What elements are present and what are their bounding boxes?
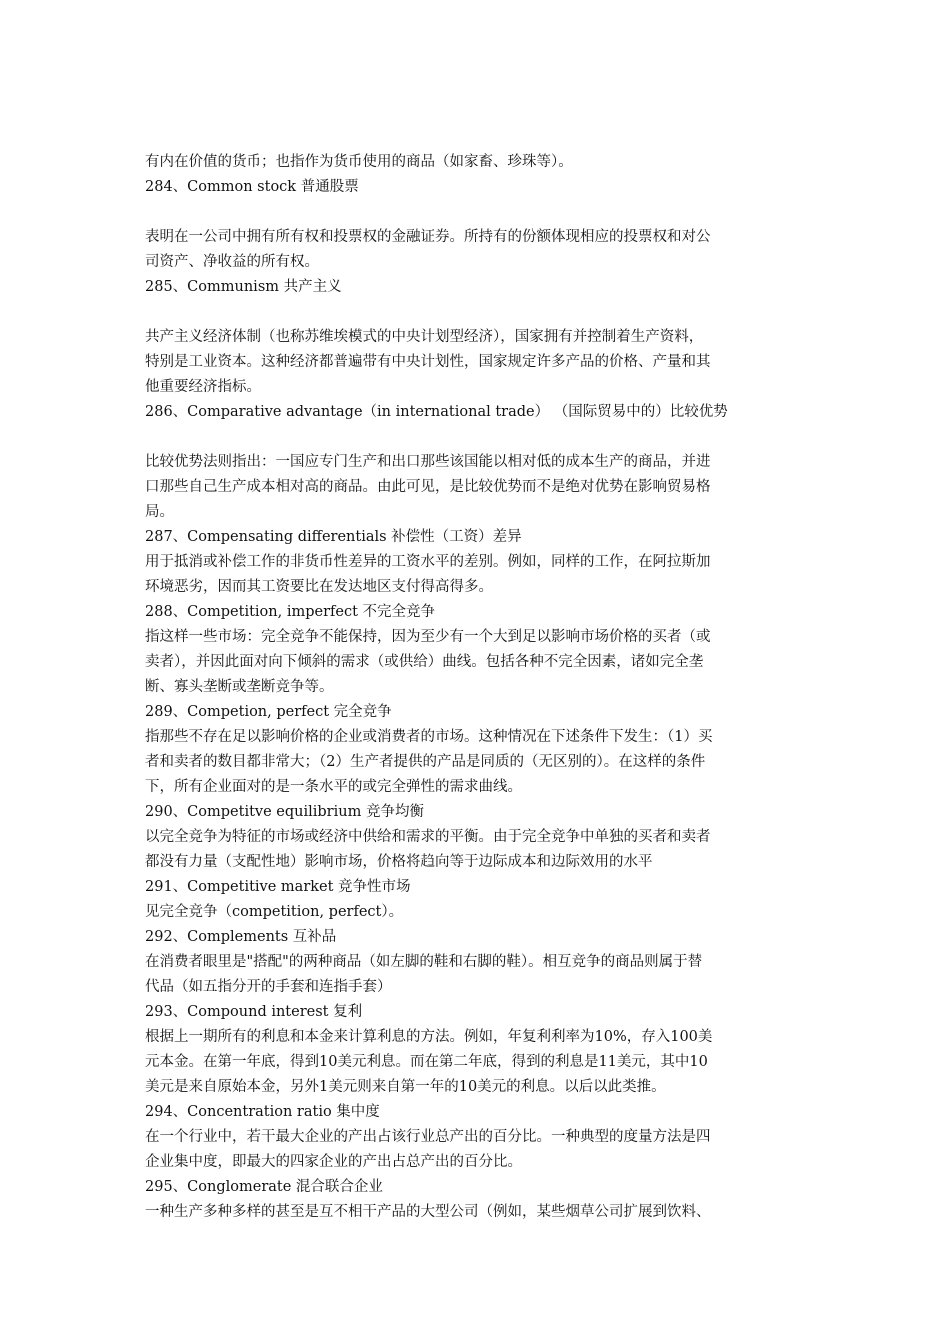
entry-heading-295: 295、Conglomerate 混合联合企业 [145, 1179, 383, 1195]
entry-heading-294: 294、Concentration ratio 集中度 [145, 1104, 380, 1120]
text-line: 有内在价值的货币；也指作为货币使用的商品（如家畜、珍珠等）。 [145, 154, 573, 170]
entry-heading-285: 285、Communism 共产主义 [145, 279, 342, 295]
text-line: 司资产、净收益的所有权。 [145, 254, 319, 270]
entry-heading-288: 288、Competition, imperfect 不完全竞争 [145, 604, 436, 620]
text-line: 局。 [145, 504, 174, 520]
text-line: 见完全竞争（competition, perfect）。 [145, 904, 404, 920]
text-line: 美元是来自原始本金，另外1美元则来自第一年的10美元的利息。以后以此类推。 [145, 1079, 666, 1095]
blank-line [145, 300, 810, 325]
text-line: 共产主义经济体制（也称苏维埃模式的中央计划型经济），国家拥有并控制着生产资料， [145, 329, 704, 345]
text-line: 表明在一公司中拥有所有权和投票权的金融证券。所持有的份额体现相应的投票权和对公 [145, 229, 711, 245]
entry-heading-291: 291、Competitive market 竞争性市场 [145, 879, 411, 895]
text-line: 在消费者眼里是"搭配"的两种商品（如左脚的鞋和右脚的鞋）。相互竞争的商品则属于替 [145, 954, 703, 970]
text-line: 元本金。在第一年底，得到10美元利息。而在第二年底，得到的利息是11美元，其中10 [145, 1054, 708, 1070]
text-line: 指那些不存在足以影响价格的企业或消费者的市场。这种情况在下述条件下发生：（1）买 [145, 729, 713, 745]
entry-heading-289: 289、Competion, perfect 完全竞争 [145, 704, 392, 720]
text-line: 用于抵消或补偿工作的非货币性差异的工资水平的差别。例如，同样的工作，在阿拉斯加 [145, 554, 711, 570]
text-line: 者和卖者的数目都非常大；（2）生产者提供的产品是同质的（无区别的）。在这样的条件 [145, 754, 706, 770]
text-line: 他重要经济指标。 [145, 379, 261, 395]
text-line: 都没有力量（支配性地）影响市场，价格将趋向等于边际成本和边际效用的水平 [145, 854, 653, 870]
blank-line [145, 200, 810, 225]
text-line: 根据上一期所有的利息和本金来计算利息的方法。例如，年复利利率为10%，存入100美 [145, 1029, 713, 1045]
text-line: 指这样一些市场：完全竞争不能保持，因为至少有一个大到足以影响市场价格的买者（或 [145, 629, 711, 645]
entry-heading-290: 290、Competitve equilibrium 竞争均衡 [145, 804, 424, 820]
text-line: 环境恶劣，因而其工资要比在发达地区支付得高得多。 [145, 579, 493, 595]
text-line: 在一个行业中，若干最大企业的产出占该行业总产出的百分比。一种典型的度量方法是四 [145, 1129, 711, 1145]
text-line: 比较优势法则指出：一国应专门生产和出口那些该国能以相对低的成本生产的商品，并进 [145, 454, 711, 470]
entry-heading-293: 293、Compound interest 复利 [145, 1004, 363, 1020]
entry-heading-287: 287、Compensating differentials 补偿性（工资）差异 [145, 529, 522, 545]
text-line: 代品（如五指分开的手套和连指手套） [145, 979, 392, 995]
entry-heading-284: 284、Common stock 普通股票 [145, 179, 359, 195]
entry-heading-286: 286、Comparative advantage（in international trade） （国际贸易中的）比较优势 [145, 404, 728, 420]
document-page [145, 150, 810, 1225]
blank-line [145, 425, 810, 450]
text-line: 断、寡头垄断或垄断竞争等。 [145, 679, 334, 695]
entry-heading-292: 292、Complements 互补品 [145, 929, 337, 945]
text-line: 企业集中度，即最大的四家企业的产出占总产出的百分比。 [145, 1154, 522, 1170]
text-line: 特别是工业资本。这种经济都普遍带有中央计划性，国家规定许多产品的价格、产量和其 [145, 354, 711, 370]
text-line: 一种生产多种多样的甚至是互不相干产品的大型公司（例如，某些烟草公司扩展到饮料、 [145, 1204, 711, 1220]
text-line: 下，所有企业面对的是一条水平的或完全弹性的需求曲线。 [145, 779, 522, 795]
text-line: 口那些自己生产成本相对高的商品。由此可见，是比较优势而不是绝对优势在影响贸易格 [145, 479, 711, 495]
text-line: 以完全竞争为特征的市场或经济中供给和需求的平衡。由于完全竞争中单独的买者和卖者 [145, 829, 711, 845]
text-line: 卖者），并因此面对向下倾斜的需求（或供给）曲线。包括各种不完全因素，诸如完全垄 [145, 654, 704, 670]
